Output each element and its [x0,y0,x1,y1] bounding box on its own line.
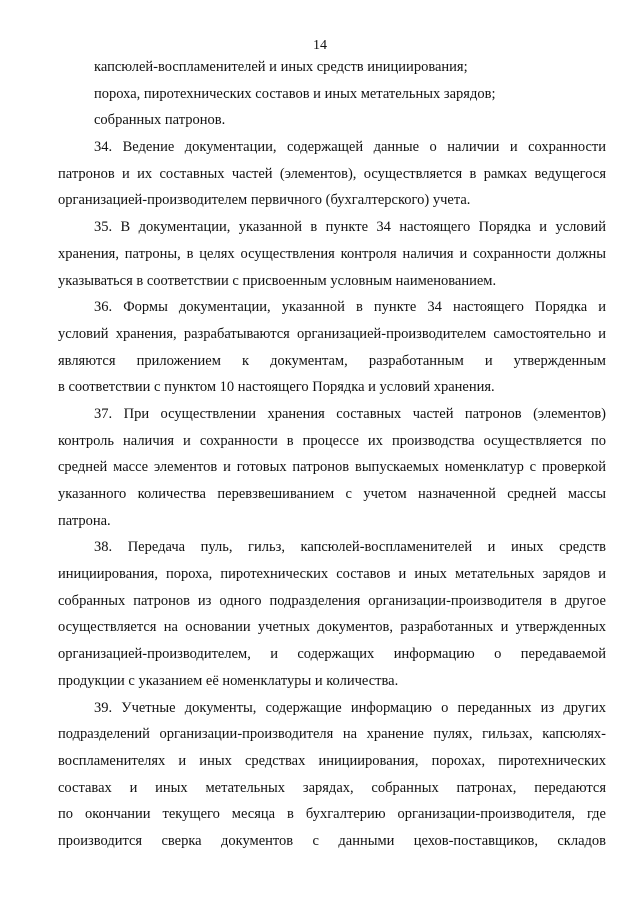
text-line: контроль наличия и сохранности в процессе их производства осуществляется по [58,432,606,449]
text-line: 38. Передача пуль, гильз, капсюлей-воспламенителей и иных средств [94,539,606,556]
text-line: организацией-производителем первичного (бухгалтерского) учета. [58,192,471,209]
text-line: 35. В документации, указанной в пункте 34 настоящего Порядка и условий [94,219,606,236]
text-line: патрона. [58,512,111,529]
text-line: собранных патронов из одного подразделения организации-производителя в другое [58,592,606,609]
text-line: патронов и их составных частей (элементов), осуществляется в рамках ведущегося [58,165,606,182]
text-line: пороха, пиротехнических составов и иных метательных зарядов; [94,85,496,102]
text-line: 34. Ведение документации, содержащей данные о наличии и сохранности [94,139,606,156]
text-line: капсюлей-воспламенителей и иных средств инициирования; [94,59,468,75]
text-line: воспламенителях и иных средствах инициирования, порохах, пиротехнических [58,752,606,769]
text-line: условий хранения, разрабатываются организацией-производителем самостоятельно и [58,325,606,342]
document-body [58,54,606,855]
text-line: осуществляется на основании учетных документов, разработанных и утвержденных [58,619,606,636]
page-number: 14 [313,38,327,53]
text-line: в соответствии с пунктом 10 настоящего Порядка и условий хранения. [58,379,495,396]
text-line: организацией-производителем, и содержащих информацию о передаваемой [58,646,606,663]
text-line: указанного количества перевзвешиванием с учетом назначенной средней массы [58,486,606,502]
text-line: подразделений организации-производителя на хранение пулях, гильзах, капсюлях- [58,726,606,743]
text-line: хранения, патроны, в целях осуществления контроля наличия и сохранности должны [58,245,606,262]
text-line: 36. Формы документации, указанной в пункте 34 настоящего Порядка и [94,299,606,316]
text-line: указываться в соответствии с присвоенным условным наименованием. [58,272,497,289]
text-line: продукции с указанием её номенклатуры и количества. [58,672,399,689]
text-line: являются приложением к документам, разработанным и утвержденным [58,352,606,369]
text-line: собранных патронов. [94,112,226,129]
text-line: по окончании текущего месяца в бухгалтерию организации-производителя, где [58,806,606,823]
text-line: производится сверка документов с данными цехов-поставщиков, складов [58,832,606,849]
text-line: 37. При осуществлении хранения составных частей патронов (элементов) [94,405,606,422]
text-line: составах и иных метательных зарядах, собранных патронах, передаются [58,779,606,796]
text-line: средней массе элементов и готовых патронов выпускаемых номенклатур с проверкой [58,459,606,476]
text-line: инициирования, пороха, пиротехнических составов и иных метательных зарядов и [58,566,606,583]
text-line: 39. Учетные документы, содержащие информацию о переданных из других [94,699,606,716]
